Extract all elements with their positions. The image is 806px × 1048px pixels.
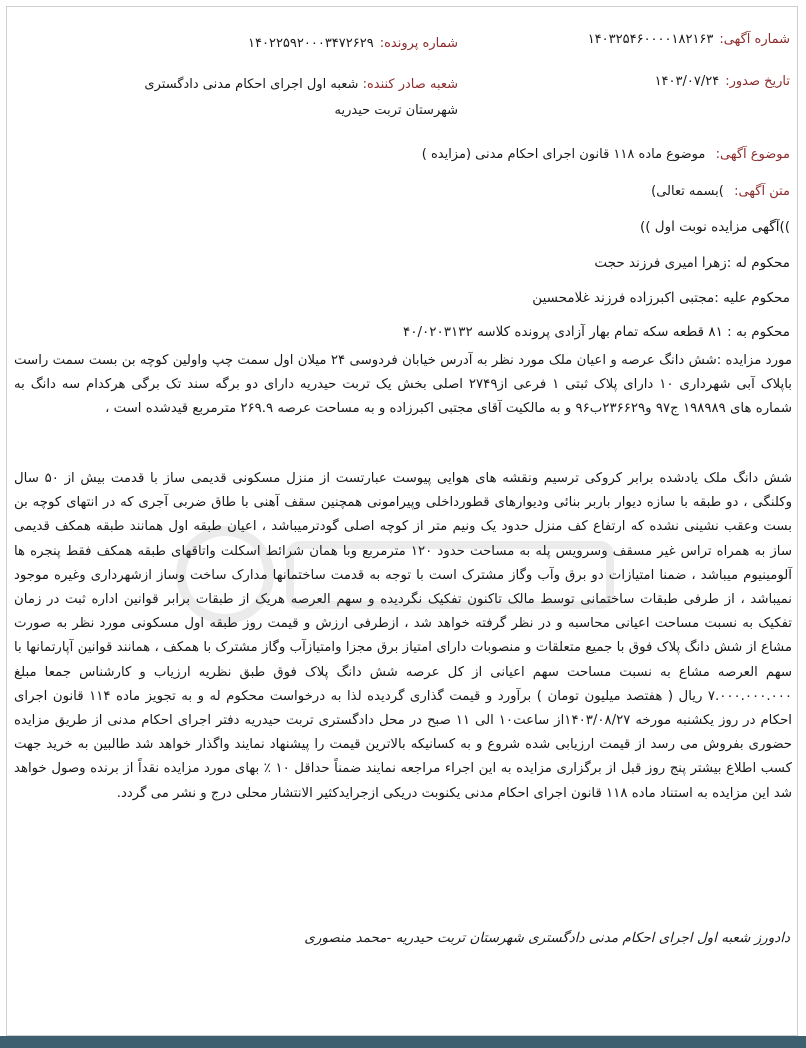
judgment-amount: محکوم به : ۸۱ قطعه سکه تمام بهار آزادی پرونده کلاسه ۴۰/۰۲۰۳۱۳۲ xyxy=(402,324,790,340)
notice-number-value: ۱۴۰۳۲۵۴۶۰۰۰۰۱۸۲۱۶۳ xyxy=(587,32,714,47)
signature: دادورز شعبه اول اجرای احکام مدنی دادگستری شهرستان تربت حیدریه -محمد منصوری xyxy=(304,930,790,946)
issue-date xyxy=(655,74,790,89)
bottom-bar xyxy=(0,1036,806,1048)
notice-subject xyxy=(422,146,790,162)
issue-date-label: تاریخ صدور: xyxy=(725,74,790,89)
judgment-for: محکوم له :زهرا امیری فرزند حجت xyxy=(594,255,790,271)
issue-date-value: ۱۴۰۳/۰۷/۲۴ xyxy=(654,74,720,89)
subject-label: موضوع آگهی: xyxy=(715,147,790,162)
subject-value: موضوع ماده ۱۱۸ قانون اجرای احکام مدنی (مزایده ) xyxy=(421,147,706,162)
issuer xyxy=(138,72,458,124)
notice-number-label: شماره آگهی: xyxy=(719,32,790,47)
auction-item-paragraph: مورد مزایده :شش دانگ عرصه و اعیان ملک مورد نظر به آدرس خیابان فردوسی ۲۴ میلان اول سمت چپ واولین کوچه بن بست سمت راست باپلاک آبی شهرداری ۱۰ دارای پلاک ثبتی ۱ فرعی از۲۷۴۹ اصلی بخش یک تربت حیدریه دارای دو برگه سند تک برگی هرکدام سه دانگ به شماره های ۱۹۸۹۸۹ ج۹۷ و۲۳۶۶۲۹ب۹۶ و به مالکیت آقای مجتبی اکبرزاده و به مساحت عرصه ۲۶۹.۹ مترمربع قیدشده است ، xyxy=(14,353,792,417)
case-number-value: ۱۴۰۲۲۵۹۲۰۰۰۳۴۷۲۶۲۹ xyxy=(248,36,374,51)
notice-title: ))آگهی مزایده نوبت اول )) xyxy=(639,219,790,235)
notice-body-label xyxy=(651,183,790,199)
case-number-label: شماره پرونده: xyxy=(379,36,458,51)
judgment-against: محکوم علیه :مجتبی اکبرزاده فرزند غلامحسین xyxy=(532,290,790,306)
notice-number xyxy=(588,32,790,47)
issuer-value: شعبه اول اجرای احکام مدنی دادگستری شهرستان تربت حیدریه xyxy=(144,77,458,118)
issuer-label: شعبه صادر کننده: xyxy=(362,77,458,92)
case-number xyxy=(248,36,458,51)
bismillah: )بسمه تعالی) xyxy=(651,184,724,199)
property-description-paragraph: شش دانگ ملک یادشده برابر کروکی ترسیم ونقشه های هوایی پیوست عبارتست از منزل مسکونی قدیمی ساز با قدمت بیش از ۵۰ سال وکلنگی ، دو طبقه با سازه دیوار باربر بنائی ودیوارهای قطورداخلی وپیرامونی همچنین سقف آهنی با طاق ضربی آجری که در انتهای کوچه بن بست وعقب نشینی نشده که ارتفاع کف منزل حدود یک ونیم متر از کوچه اصلی گودترمیباشد ، اعیان طبقه اول همانند طبقه همکف قدیمی ساز به همراه تراس غیر مسقف وسرویس پله به مساحت حدود ۱۲۰ مترمربع وبا همان شرائط اسکلت واتاقهای طبقه همکف فقط پنجره ها آلومینیوم میباشد ، ضمنا امتیازات دو برق وآب وگاز مشترک است با توجه به قدمت ساختمانها مدارک ساخت وساز ازشهرداری وغیره موجود نمیباشد ، از طرفی طبقات ساختمانی توسط مالک تاکنون تفکیک نگردیده و سهم العرصه هریک از طبقات برابر قوانین اداره ثبت در زمان تفکیک به نسبت مساحت اعیانی محاسبه و در نظر گرفته خواهد شد ، ازطرفی ارزش و قیمت روز طبقه اول مسکونی مورد نظر به صورت مشاع از شش دانگ پلاک فوق با جمیع متعلقات و منصوبات دارای امتیاز برق مجزا وامتیازآب وگاز مشترک با همکف ، همانند قوانین آپارتمانها با سهم العرصه مشاع به نسبت مساحت سهم اعیانی از کل عرصه شش دانگ پلاک فوق طبق نظریه ارزیاب و کارشناس جمعا مبلغ ۷.۰۰۰.۰۰۰.۰۰۰ ریال ( هفتصد میلیون تومان ) برآورد و قیمت گذاری گردیده لذا به درخواست محکوم له و به تجویز ماده ۱۱۴ قانون اجرای احکام در روز یکشنبه مورخه ۱۴۰۳/۰۸/۲۷از ساعت۱۰ الی ۱۱ صبح در محل دادگستری تربت حیدریه دفتر اجرای احکام مدنی از طریق مزایده حضوری بفروش می رسد از قیمت ارزیابی شده شروع و به کسانیکه بالاترین قیمت را پیشنهاد نمایند واگذار خواهد شد طالبین به خرید جهت کسب اطلاع بیشتر پنج روز قبل از برگزاری مزایده به این اجراء مراجعه نمایند ضمناً حداقل ۱۰ ٪ بهای مورد مزایده نقداً از برنده وصول خواهد شد این مزایده به استناد ماده ۱۱۸ قانون اجرای احکام مدنی یکنوبت دریکی ازجرایدکثیر الانتشار محلی درج و نشر می گردد. xyxy=(14,471,792,801)
body-label: متن آگهی: xyxy=(734,184,790,199)
